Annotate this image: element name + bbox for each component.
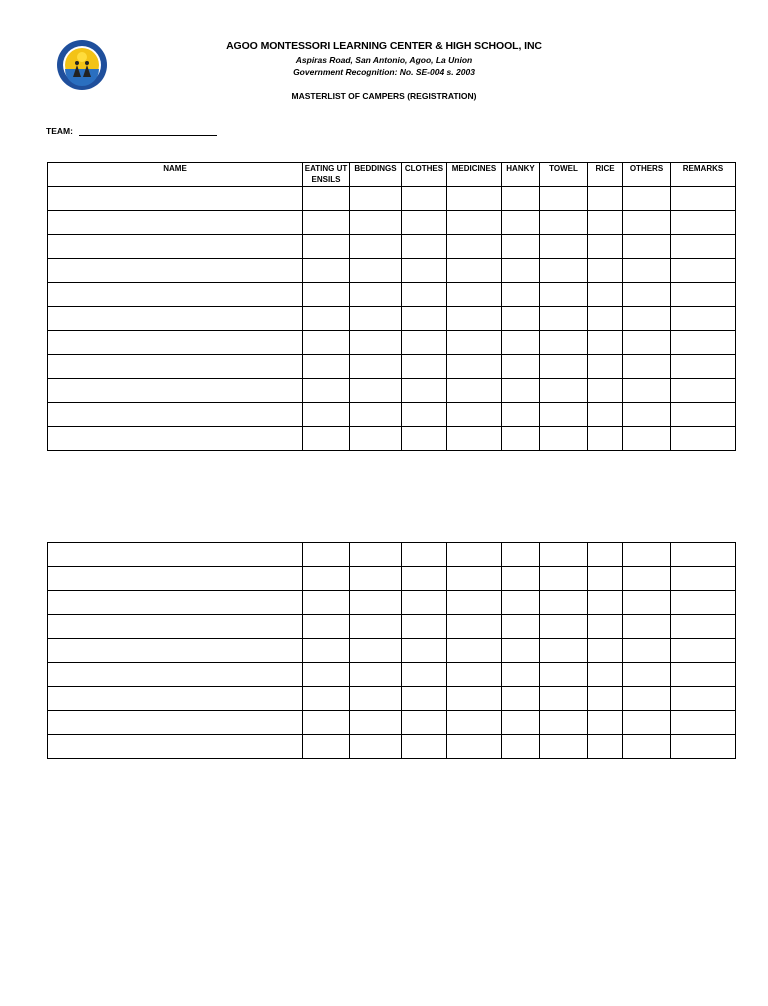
campers-table-bottom [47,542,736,759]
table-header-row [48,163,736,187]
table-cell[interactable] [623,355,671,379]
table-cell[interactable] [588,663,623,687]
table-cell[interactable] [588,639,623,663]
table-cell[interactable] [303,187,350,211]
table-cell[interactable] [447,735,502,759]
table-cell[interactable] [303,211,350,235]
table-cell[interactable] [623,283,671,307]
table-cell[interactable] [303,735,350,759]
table-row [48,615,736,639]
table-cell[interactable] [303,403,350,427]
table-cell[interactable] [588,187,623,211]
table-cell[interactable] [502,615,540,639]
table-row [48,567,736,591]
table-cell[interactable] [588,687,623,711]
table-cell[interactable] [447,615,502,639]
table-cell[interactable] [402,211,447,235]
table-cell[interactable] [350,639,402,663]
table-cell[interactable] [588,307,623,331]
table-cell[interactable] [671,591,736,615]
table-cell[interactable] [48,235,303,259]
column-header: NAME [48,163,303,187]
column-header: HANKY [502,163,540,187]
table-cell[interactable] [502,283,540,307]
table-cell[interactable] [502,187,540,211]
table-row [48,687,736,711]
school-name: AGOO MONTESSORI LEARNING CENTER & HIGH SCHOOL, INC [226,40,542,52]
table-cell[interactable] [447,427,502,451]
table-cell[interactable] [502,591,540,615]
table-cell[interactable] [447,403,502,427]
table-cell[interactable] [48,259,303,283]
table-cell[interactable] [447,331,502,355]
table-cell[interactable] [447,543,502,567]
table-cell[interactable] [502,379,540,403]
table-cell[interactable] [588,355,623,379]
table-cell[interactable] [350,259,402,283]
table-cell[interactable] [402,711,447,735]
table-cell[interactable] [671,615,736,639]
table-cell[interactable] [48,187,303,211]
table-cell[interactable] [502,639,540,663]
table-cell[interactable] [588,331,623,355]
table-cell[interactable] [48,687,303,711]
table-cell[interactable] [502,687,540,711]
column-header: RICE [588,163,623,187]
table-cell[interactable] [350,687,402,711]
table-cell[interactable] [402,663,447,687]
table-cell[interactable] [303,259,350,283]
table-cell[interactable] [303,615,350,639]
table-cell[interactable] [623,591,671,615]
table-cell[interactable] [623,403,671,427]
table-cell[interactable] [48,283,303,307]
table-row [48,735,736,759]
table-cell[interactable] [48,403,303,427]
table-cell[interactable] [588,567,623,591]
table-cell[interactable] [48,711,303,735]
table-cell[interactable] [671,711,736,735]
table-cell[interactable] [671,663,736,687]
table-cell[interactable] [350,187,402,211]
table-row [48,543,736,567]
table-cell[interactable] [623,331,671,355]
table-row [48,187,736,211]
table-cell[interactable] [402,735,447,759]
table-cell[interactable] [402,187,447,211]
table-cell[interactable] [502,307,540,331]
table-cell[interactable] [447,639,502,663]
table-cell[interactable] [303,307,350,331]
table-cell[interactable] [48,591,303,615]
table-cell[interactable] [540,615,588,639]
table-cell[interactable] [502,663,540,687]
table-cell[interactable] [447,711,502,735]
table-cell[interactable] [623,259,671,283]
table-cell[interactable] [303,355,350,379]
table-cell[interactable] [540,307,588,331]
table-cell[interactable] [350,211,402,235]
table-cell[interactable] [623,567,671,591]
table-cell[interactable] [502,355,540,379]
table-cell[interactable] [303,427,350,451]
table-cell[interactable] [540,283,588,307]
column-header: EATING UTENSILS [303,163,350,187]
table-cell[interactable] [447,355,502,379]
table-cell[interactable] [350,235,402,259]
table-row [48,355,736,379]
table-cell[interactable] [540,591,588,615]
table-cell[interactable] [48,379,303,403]
table-cell[interactable] [402,543,447,567]
table-cell[interactable] [447,259,502,283]
table-row [48,211,736,235]
table-cell[interactable] [48,615,303,639]
table-cell[interactable] [671,543,736,567]
table-cell[interactable] [350,331,402,355]
table-cell[interactable] [402,355,447,379]
table-cell[interactable] [303,711,350,735]
table-cell[interactable] [671,259,736,283]
table-cell[interactable] [540,687,588,711]
table-cell[interactable] [623,187,671,211]
column-header: BEDDINGS [350,163,402,187]
table-cell[interactable] [48,211,303,235]
table-cell[interactable] [588,379,623,403]
table-cell[interactable] [540,543,588,567]
table-cell[interactable] [402,379,447,403]
table-cell[interactable] [350,735,402,759]
table-cell[interactable] [303,235,350,259]
table-cell[interactable] [588,283,623,307]
table-cell[interactable] [623,639,671,663]
table-cell[interactable] [502,211,540,235]
table-cell[interactable] [540,711,588,735]
table-cell[interactable] [402,283,447,307]
table-cell[interactable] [623,735,671,759]
table-cell[interactable] [48,543,303,567]
table-cell[interactable] [402,403,447,427]
table-row [48,283,736,307]
table-cell[interactable] [671,307,736,331]
table-cell[interactable] [671,355,736,379]
table-cell[interactable] [588,235,623,259]
table-cell[interactable] [303,543,350,567]
table-cell[interactable] [350,355,402,379]
table-cell[interactable] [48,355,303,379]
table-cell[interactable] [402,331,447,355]
table-cell[interactable] [48,427,303,451]
table-cell[interactable] [447,379,502,403]
table-cell[interactable] [402,567,447,591]
table-cell[interactable] [402,639,447,663]
column-header: REMARKS [671,163,736,187]
table-cell[interactable] [502,235,540,259]
column-header: OTHERS [623,163,671,187]
table-cell[interactable] [540,663,588,687]
table-cell[interactable] [402,427,447,451]
table-cell[interactable] [48,639,303,663]
table-cell[interactable] [588,259,623,283]
table-cell[interactable] [48,307,303,331]
table-cell[interactable] [671,379,736,403]
table-cell[interactable] [540,331,588,355]
table-cell[interactable] [303,639,350,663]
table-row [48,307,736,331]
table-cell[interactable] [303,591,350,615]
table-cell[interactable] [350,307,402,331]
table-cell[interactable] [402,259,447,283]
table-cell[interactable] [588,427,623,451]
table-cell[interactable] [540,259,588,283]
table-cell[interactable] [671,235,736,259]
table-cell[interactable] [623,379,671,403]
table-row [48,639,736,663]
table-cell[interactable] [502,331,540,355]
table-cell[interactable] [671,331,736,355]
table-cell[interactable] [671,567,736,591]
table-cell[interactable] [623,687,671,711]
table-cell[interactable] [540,211,588,235]
table-cell[interactable] [447,687,502,711]
table-cell[interactable] [447,663,502,687]
team-blank-line[interactable] [79,126,217,136]
table-cell[interactable] [540,355,588,379]
table-cell[interactable] [350,567,402,591]
table-cell[interactable] [502,735,540,759]
table-cell[interactable] [588,543,623,567]
table-cell[interactable] [502,259,540,283]
table-cell[interactable] [671,187,736,211]
table-cell[interactable] [502,543,540,567]
table-cell[interactable] [540,187,588,211]
table-cell[interactable] [671,735,736,759]
table-row [48,427,736,451]
table-cell[interactable] [540,639,588,663]
table-cell[interactable] [623,307,671,331]
table-cell[interactable] [671,427,736,451]
table-cell[interactable] [350,543,402,567]
table-cell[interactable] [540,403,588,427]
table-cell[interactable] [671,687,736,711]
table-cell[interactable] [447,187,502,211]
table-cell[interactable] [303,283,350,307]
table-cell[interactable] [350,283,402,307]
table-cell[interactable] [623,663,671,687]
table-cell[interactable] [447,307,502,331]
table-cell[interactable] [623,615,671,639]
table-cell[interactable] [402,615,447,639]
table-cell[interactable] [350,711,402,735]
table-cell[interactable] [540,427,588,451]
table-row [48,235,736,259]
table-cell[interactable] [623,427,671,451]
table-row [48,711,736,735]
table-cell[interactable] [447,591,502,615]
table-row [48,379,736,403]
table-cell[interactable] [402,235,447,259]
table-cell[interactable] [588,735,623,759]
table-cell[interactable] [447,567,502,591]
table-cell[interactable] [540,567,588,591]
table-cell[interactable] [502,403,540,427]
table-cell[interactable] [540,235,588,259]
column-header: CLOTHES [402,163,447,187]
school-address: Aspiras Road, San Antonio, Agoo, La Union [295,55,473,65]
table-cell[interactable] [588,403,623,427]
table-row [48,331,736,355]
table-cell[interactable] [540,735,588,759]
table-cell[interactable] [671,211,736,235]
column-header: MEDICINES [447,163,502,187]
table-cell[interactable] [671,403,736,427]
table-cell[interactable] [48,663,303,687]
column-header: TOWEL [540,163,588,187]
table-row [48,663,736,687]
table-cell[interactable] [623,711,671,735]
table-cell[interactable] [350,615,402,639]
table-cell[interactable] [402,687,447,711]
table-cell[interactable] [671,283,736,307]
campers-table-top [47,162,736,451]
table-cell[interactable] [350,591,402,615]
table-cell[interactable] [540,379,588,403]
table-cell[interactable] [588,591,623,615]
table-cell[interactable] [48,567,303,591]
table-cell[interactable] [48,735,303,759]
table-cell[interactable] [502,567,540,591]
government-recognition: Government Recognition: No. SE-004 s. 2003 [293,67,475,77]
table-cell[interactable] [402,591,447,615]
table-cell[interactable] [588,211,623,235]
table-row [48,403,736,427]
table-row [48,259,736,283]
table-cell[interactable] [350,663,402,687]
table-cell[interactable] [350,403,402,427]
table-cell[interactable] [350,427,402,451]
table-cell[interactable] [303,331,350,355]
table-cell[interactable] [350,379,402,403]
team-label: TEAM: [46,126,73,136]
table-cell[interactable] [623,543,671,567]
table-cell[interactable] [303,663,350,687]
table-cell[interactable] [623,211,671,235]
table-row [48,591,736,615]
table-cell[interactable] [303,379,350,403]
table-cell[interactable] [447,283,502,307]
table-cell[interactable] [502,711,540,735]
table-cell[interactable] [303,687,350,711]
table-cell[interactable] [588,711,623,735]
document-title: MASTERLIST OF CAMPERS (REGISTRATION) [291,91,477,101]
table-cell[interactable] [402,307,447,331]
table-cell[interactable] [48,331,303,355]
table-cell[interactable] [671,639,736,663]
table-cell[interactable] [623,235,671,259]
table-cell[interactable] [303,567,350,591]
table-cell[interactable] [447,235,502,259]
table-cell[interactable] [502,427,540,451]
table-cell[interactable] [447,211,502,235]
team-field [46,126,217,136]
table-cell[interactable] [588,615,623,639]
